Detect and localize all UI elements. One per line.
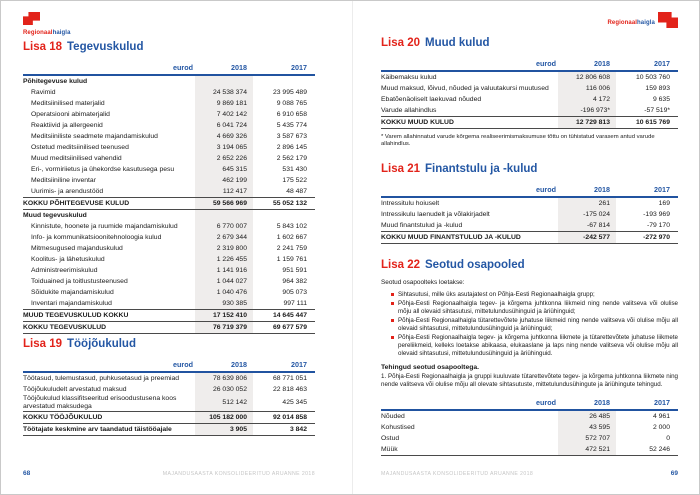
row-value: 26 485 (558, 411, 616, 422)
bullet-square-icon (391, 302, 394, 305)
table-header-row (381, 183, 678, 198)
lisa18-table (23, 61, 315, 334)
row-value: 112 417 (195, 186, 253, 197)
table-row (23, 120, 315, 131)
row-label: Töötasud, tulemustasud, puhkusetasud ja preemiad (23, 374, 180, 382)
row-value: 572 707 (558, 433, 616, 444)
table-row (381, 72, 678, 83)
row-value: 24 538 374 (195, 87, 253, 98)
row-value: 951 591 (282, 266, 307, 274)
bullet-text: Põhja-Eesti Regionaalhaigla tegev- ja kõrgema juhtkonna liikmete ja tütarettevõtete juhatuse liikmete pereliikmeid, kelleks loetakse abikaasa, elukaaslane ja laps ning nende valitseva või olulise mõju all olevaid sihtasutusi, mittetulundusühinguid ja äriühinguid. (398, 334, 678, 357)
row-label: KOKKU TEGEVUSKULUD (23, 323, 107, 331)
section-title-lisa19 (23, 338, 315, 350)
row-value: 116 006 (558, 83, 616, 94)
row-value: 1 159 761 (276, 255, 307, 263)
row-label: Kinnistute, hoonete ja ruumide majandamiskulud (31, 222, 178, 230)
table-header-row (23, 61, 315, 76)
related-parties-intro: Seotud osapoolteks loetakse: (381, 279, 465, 286)
row-value: 3 842 (289, 425, 307, 433)
footer-right-page (381, 470, 678, 477)
section-title-lisa21 (381, 163, 678, 175)
row-value: 2 000 (652, 423, 670, 431)
related-parties-bullet-list (391, 291, 678, 358)
row-value: -242 577 (558, 232, 616, 243)
row-label: Uurimis- ja arendustööd (31, 187, 104, 195)
table-row (381, 422, 678, 433)
table-row (23, 395, 315, 411)
row-value: 48 487 (286, 187, 307, 195)
row-label: Ostetud meditsiinilised teenused (31, 143, 129, 151)
row-value: -196 973* (558, 105, 616, 116)
row-value: 462 199 (195, 175, 253, 186)
row-value: 1 040 476 (195, 287, 253, 298)
brand-logo-right (607, 12, 678, 28)
column-header: 2017 (654, 185, 670, 194)
row-value: 4 669 326 (195, 131, 253, 142)
footer-report-title-right: MAJANDUSAASTA KONSOLIDEERITUD ARUANNE 2018 (381, 470, 534, 477)
column-header: 2017 (654, 398, 670, 407)
row-value: 5 843 102 (276, 222, 307, 230)
row-label: Info- ja kommunikatsioonitehnoloogia kulud (31, 233, 162, 241)
row-label: MUUD TEGEVUSKULUD KOKKU (23, 311, 129, 319)
row-label: Muud meditsiinilised vahendid (31, 154, 122, 162)
row-value: 997 111 (283, 299, 307, 307)
row-label: Müük (381, 445, 398, 453)
row-label: Meditsiiniliste seadmete majandamiskulud (31, 132, 158, 140)
row-value: 10 615 769 (635, 118, 670, 126)
row-label: Eri-, vormiriietus ja ühekordse kasutusega pesu (31, 165, 175, 173)
transactions-heading: Tehingud seotud osapooltega. (381, 364, 480, 371)
row-label: Administreerimiskulud (31, 266, 98, 274)
row-value: 4 961 (652, 412, 670, 420)
lisa21-table (381, 183, 678, 244)
column-header: eurod (536, 185, 556, 194)
row-value: 425 345 (282, 399, 307, 406)
row-value: 26 030 052 (195, 384, 253, 395)
row-value: 175 522 (282, 176, 307, 184)
table-row (381, 444, 678, 456)
table-row (23, 298, 315, 309)
lisa21-number: Lisa 21 (381, 163, 420, 175)
row-value: 6 041 724 (195, 120, 253, 131)
row-label: Tööjõukulud klassifitseeritud erisoodustusena koos arvestatud maksudega (23, 395, 177, 410)
brand-wordmark (607, 20, 655, 27)
row-label: Intressitulu hoiuselt (381, 199, 440, 207)
row-value: 2 241 759 (276, 244, 307, 252)
row-value: 14 645 447 (272, 311, 307, 319)
brand-flag-icon (23, 12, 40, 25)
table-row (381, 105, 678, 116)
page-left (1, 1, 352, 494)
table-row (381, 433, 678, 444)
lisa20-number: Lisa 20 (381, 37, 420, 49)
brand-wordmark-blue: haigla (637, 20, 655, 26)
table-row (23, 276, 315, 287)
footer-left-page (23, 470, 315, 477)
bullet-square-icon (391, 319, 394, 322)
row-value: 2 562 179 (276, 154, 307, 162)
table-row (23, 109, 315, 120)
row-value: -272 970 (643, 233, 670, 241)
page-right (353, 1, 700, 494)
row-label: KOKKU TÖÖJÕUKULUD (23, 413, 103, 421)
bullet-item (391, 291, 678, 299)
row-value: 930 385 (195, 298, 253, 309)
table-header-row (381, 57, 678, 72)
row-value: 76 719 379 (195, 322, 253, 333)
row-value: 105 182 000 (195, 412, 253, 423)
row-value: 59 566 969 (195, 198, 253, 209)
row-value: 17 152 410 (195, 310, 253, 321)
row-value: 1 226 455 (195, 254, 253, 265)
row-value: 22 818 463 (272, 385, 307, 393)
brand-wordmark-red: Regionaal (23, 30, 53, 36)
table-row (23, 254, 315, 265)
column-header: 2017 (654, 59, 670, 68)
brand-wordmark-red: Regionaal (607, 20, 638, 26)
table-row (381, 116, 678, 129)
column-header: 2018 (231, 63, 247, 72)
transactions-paragraph: 1. Põhja-Eesti Regionaalhaigla ja gruppi kuuluvate tütarettevõtete tegev- ja kõrgema juhtkonna liikmete ning nende valitseva või olulise mõju all olevate sihtasutuste, mittetulundusühingute ja äriühingute tehingud. (381, 373, 678, 388)
bullet-text: Põhja-Eesti Regionaalhaigla tegev- ja kõrgema juhtkonna liikmeid ning nende valitseva või olulise mõju all olevaid sihtasutusi, mittetulundusühinguid ja äriühinguid; (398, 300, 678, 315)
table-row (381, 198, 678, 209)
row-label: KOKKU MUUD FINANTSTULUD JA -KULUD (381, 233, 521, 241)
brand-wordmark-blue: haigla (52, 30, 71, 36)
lisa18-number: Lisa 18 (23, 41, 62, 53)
lisa20-footnote: * Varem allahinnatud varude kõrgema realiseerimismaksumuse tõttu on tühistatud varasem antud varude allahindlus. (381, 134, 655, 147)
row-value: 12 806 608 (558, 72, 616, 83)
row-label: Toiduained ja toitlustusteenused (31, 277, 128, 285)
row-value: -79 170 (646, 221, 670, 229)
table-row (23, 142, 315, 153)
lisa20-table (381, 57, 678, 129)
row-label: Sõidukite majandamiskulud (31, 288, 114, 296)
lisa19-number: Lisa 19 (23, 338, 62, 350)
row-value: 6 910 658 (276, 110, 307, 118)
table-row (381, 94, 678, 105)
row-value: -193 969 (643, 210, 670, 218)
row-value: 9 088 765 (276, 99, 307, 107)
row-value: -175 024 (558, 209, 616, 220)
row-value: 55 052 132 (272, 199, 307, 207)
row-label: Põhitegevuse kulud (23, 77, 88, 85)
row-label: Koolitus- ja lähetuskulud (31, 255, 105, 263)
table-row (381, 209, 678, 220)
row-value: 169 (658, 199, 670, 207)
brand-flag-icon (658, 12, 678, 28)
table-row (23, 164, 315, 175)
lisa18-name: Tegevuskulud (67, 41, 144, 53)
row-label: Töötajate keskmine arv taandatud täistööajale (23, 425, 172, 433)
lisa21-name: Finantstulu ja -kulud (425, 163, 538, 175)
row-label: Ostud (381, 434, 400, 442)
lisa19-table (23, 358, 315, 436)
row-value: 6 770 007 (195, 221, 253, 232)
table-row (23, 384, 315, 395)
row-value: 10 503 760 (635, 73, 670, 81)
table-row (381, 231, 678, 244)
column-header: 2018 (231, 360, 247, 369)
column-header: 2017 (291, 360, 307, 369)
row-value (253, 76, 315, 87)
row-value: 69 677 579 (272, 323, 307, 331)
column-header: 2017 (291, 63, 307, 72)
row-value: -67 814 (558, 220, 616, 231)
row-value: 2 652 226 (195, 153, 253, 164)
row-label: Nõuded (381, 412, 405, 420)
table-row (23, 76, 315, 87)
table-row (23, 175, 315, 186)
table-row (381, 411, 678, 422)
row-value: 52 246 (649, 445, 670, 453)
row-value: 645 315 (195, 164, 253, 175)
lisa20-name: Muud kulud (425, 37, 490, 49)
row-value: 472 521 (558, 444, 616, 455)
row-value (253, 210, 315, 221)
row-value: 3 905 (195, 424, 253, 435)
table-row (23, 411, 315, 424)
row-label: Ravimid (31, 88, 56, 96)
row-label: Varude allahindlus (381, 106, 437, 114)
row-value: 23 995 489 (272, 88, 307, 96)
brand-logo-left (23, 12, 315, 37)
bullet-square-icon (391, 293, 394, 296)
brand-wordmark (23, 30, 315, 37)
row-value (195, 76, 253, 87)
row-label: Intressikulu laenudelt ja võlakirjadelt (381, 210, 490, 218)
row-value: 1 602 667 (276, 233, 307, 241)
column-header: eurod (173, 63, 193, 72)
page-number-left: 68 (23, 470, 31, 477)
row-value: 92 014 858 (272, 413, 307, 421)
row-value: 9 635 (652, 95, 670, 103)
bullet-item (391, 334, 678, 358)
table-row (381, 220, 678, 231)
table-row (381, 83, 678, 94)
row-value: 1 141 916 (195, 265, 253, 276)
column-header: eurod (536, 398, 556, 407)
table-row (23, 287, 315, 298)
row-label: KOKKU MUUD KULUD (381, 118, 454, 126)
row-value: 261 (558, 198, 616, 209)
row-label: Meditsiinilised materjalid (31, 99, 105, 107)
row-value: 78 639 806 (195, 373, 253, 384)
table-row (23, 153, 315, 164)
row-value: 68 771 051 (272, 374, 307, 382)
row-value: 964 382 (282, 277, 307, 285)
row-label: Ebatõenäoliselt laekuvad nõuded (381, 95, 482, 103)
row-value: -57 519* (644, 106, 670, 114)
footer-report-title-left: MAJANDUSAASTA KONSOLIDEERITUD ARUANNE 2018 (162, 470, 315, 477)
table-row (23, 373, 315, 384)
column-header: 2018 (594, 398, 610, 407)
row-label: Inventari majandamiskulud (31, 299, 112, 307)
section-title-lisa18 (23, 41, 315, 53)
row-label: Käibemaksu kulud (381, 73, 437, 81)
row-label: Mitmesugused majanduskulud (31, 244, 123, 252)
row-value: 1 044 027 (195, 276, 253, 287)
lisa22-table (381, 396, 678, 456)
bullet-text: Põhja-Eesti Regionaalhaigla tütarettevõtete juhatuse liikmeid ning nende valitseva või olulise mõju all olevaid sihtasutusi, mittetulundusühinguid ja äriühinguid; (398, 317, 678, 332)
column-header: 2018 (594, 59, 610, 68)
table-row (23, 309, 315, 322)
row-value: 159 893 (645, 84, 670, 92)
table-row (23, 210, 315, 221)
row-label: Muud finantstulud ja -kulud (381, 221, 463, 229)
table-row (23, 131, 315, 142)
row-label: Kohustised (381, 423, 415, 431)
table-row (23, 265, 315, 276)
row-value: 512 142 (195, 395, 253, 411)
column-header: eurod (536, 59, 556, 68)
row-value: 4 172 (558, 94, 616, 105)
row-value: 531 430 (282, 165, 307, 173)
bullet-square-icon (391, 336, 394, 339)
column-header: 2018 (594, 185, 610, 194)
table-row (23, 98, 315, 109)
row-value: 3 194 065 (195, 142, 253, 153)
row-label: KOKKU PÕHITEGEVUSE KULUD (23, 199, 130, 207)
row-value: 2 896 145 (276, 143, 307, 151)
row-label: Operatsiooni abimaterjalid (31, 110, 110, 118)
table-row (23, 87, 315, 98)
column-header: eurod (173, 360, 193, 369)
row-value: 2 679 344 (195, 232, 253, 243)
bullet-text: Sihtasutusi, mille üks asutajatest on Põhja-Eesti Regionaalhaigla grupp; (398, 291, 595, 298)
table-row (23, 424, 315, 436)
row-value (195, 210, 253, 221)
row-label: Meditsiiniline inventar (31, 176, 96, 184)
section-title-lisa20 (381, 37, 678, 49)
lisa22-number: Lisa 22 (381, 259, 420, 271)
section-title-lisa22 (381, 259, 678, 271)
row-value: 12 729 813 (558, 117, 616, 128)
table-row (23, 221, 315, 232)
lisa19-name: Tööjõukulud (67, 338, 136, 350)
row-value: 3 587 673 (276, 132, 307, 140)
page-number-right: 69 (670, 470, 678, 477)
table-row (23, 186, 315, 197)
bullet-item (391, 300, 678, 316)
bullet-item (391, 317, 678, 333)
table-header-row (381, 396, 678, 411)
row-value: 9 869 181 (195, 98, 253, 109)
table-row (23, 322, 315, 334)
row-label: Muud maksud, lõivud, nõuded ja valuutakursi muutused (381, 84, 549, 92)
row-value: 5 435 774 (276, 121, 307, 129)
row-value: 2 319 800 (195, 243, 253, 254)
row-label: Muud tegevuskulud (23, 211, 87, 219)
lisa22-name: Seotud osapooled (425, 259, 525, 271)
row-value: 905 073 (282, 288, 307, 296)
row-value: 7 402 142 (195, 109, 253, 120)
row-value: 0 (666, 434, 670, 442)
table-row (23, 232, 315, 243)
row-value: 43 595 (558, 422, 616, 433)
table-header-row (23, 358, 315, 373)
table-row (23, 243, 315, 254)
row-label: Tööjõukuludelt arvestatud maksud (23, 385, 127, 393)
table-row (23, 197, 315, 210)
row-label: Reaktiivid ja allergeenid (31, 121, 103, 129)
